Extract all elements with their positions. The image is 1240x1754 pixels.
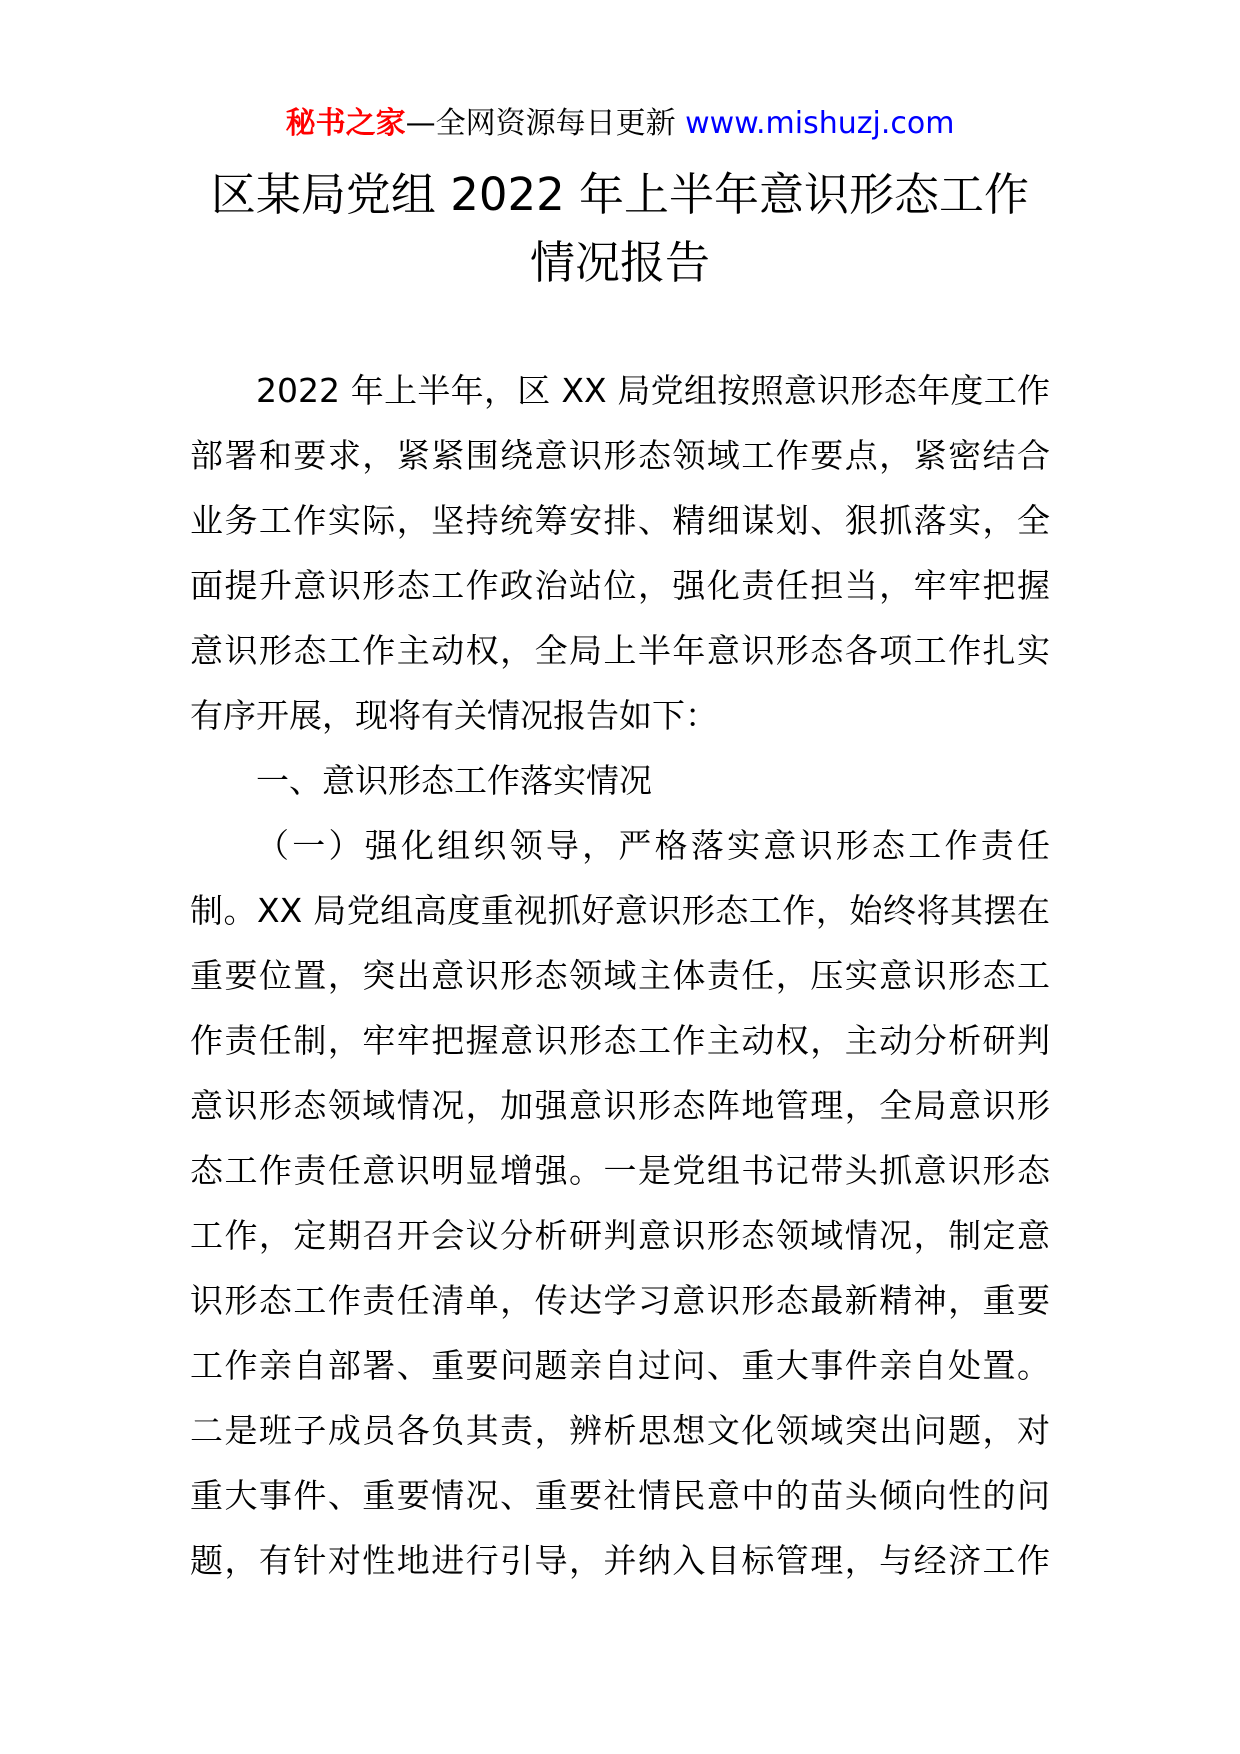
paragraph-line: 工作，定期召开会议分析研判意识形态领域情况，制定意 <box>190 1216 1050 1255</box>
brand-name: 秘书之家 <box>285 106 406 141</box>
site-url-link[interactable]: www.mishuzj.com <box>685 106 955 141</box>
paragraph-line: 部署和要求，紧紧围绕意识形态领域工作要点，紧密结合 <box>190 436 1050 475</box>
paragraph-line: （一）强化组织领导，严格落实意识形态工作责任 <box>256 826 1050 865</box>
paragraph-line: 制。XX 局党组高度重视抓好意识形态工作，始终将其摆在 <box>190 891 1050 930</box>
paragraph-line: 有序开展，现将有关情况报告如下： <box>190 696 718 735</box>
paragraph-line: 二是班子成员各负其责，辨析思想文化领域突出问题，对 <box>190 1411 1050 1450</box>
paragraph-line: 2022 年上半年，区 XX 局党组按照意识形态年度工作 <box>256 371 1050 410</box>
paragraph-line: 题，有针对性地进行引导，并纳入目标管理，与经济工作 <box>190 1541 1050 1580</box>
paragraph-line: 识形态工作责任清单，传达学习意识形态最新精神，重要 <box>190 1281 1050 1320</box>
document-body <box>190 358 1050 1593</box>
paragraph-line: 面提升意识形态工作政治站位，强化责任担当，牢牢把握 <box>190 566 1050 605</box>
document-title-line-2: 情况报告 <box>529 236 710 289</box>
header-tagline: —全网资源每日更新 <box>405 106 676 141</box>
site-header <box>0 102 1240 146</box>
paragraph-line: 业务工作实际，坚持统筹安排、精细谋划、狠抓落实，全 <box>190 501 1050 540</box>
paragraph-line: 重大事件、重要情况、重要社情民意中的苗头倾向性的问 <box>190 1476 1050 1515</box>
paragraph-line: 态工作责任意识明显增强。一是党组书记带头抓意识形态 <box>190 1151 1050 1190</box>
paragraph-line: 工作亲自部署、重要问题亲自过问、重大事件亲自处置。 <box>190 1346 1050 1385</box>
paragraph-line: 意识形态领域情况，加强意识形态阵地管理，全局意识形 <box>190 1086 1050 1125</box>
document-title-line-1: 区某局党组 2022 年上半年意识形态工作 <box>210 168 1030 221</box>
paragraph-line: 意识形态工作主动权，全局上半年意识形态各项工作扎实 <box>190 631 1050 670</box>
paragraph-line: 重要位置，突出意识形态领域主体责任，压实意识形态工 <box>190 956 1050 995</box>
section-heading: 一、意识形态工作落实情况 <box>256 761 652 800</box>
paragraph-line: 作责任制，牢牢把握意识形态工作主动权，主动分析研判 <box>190 1021 1050 1060</box>
